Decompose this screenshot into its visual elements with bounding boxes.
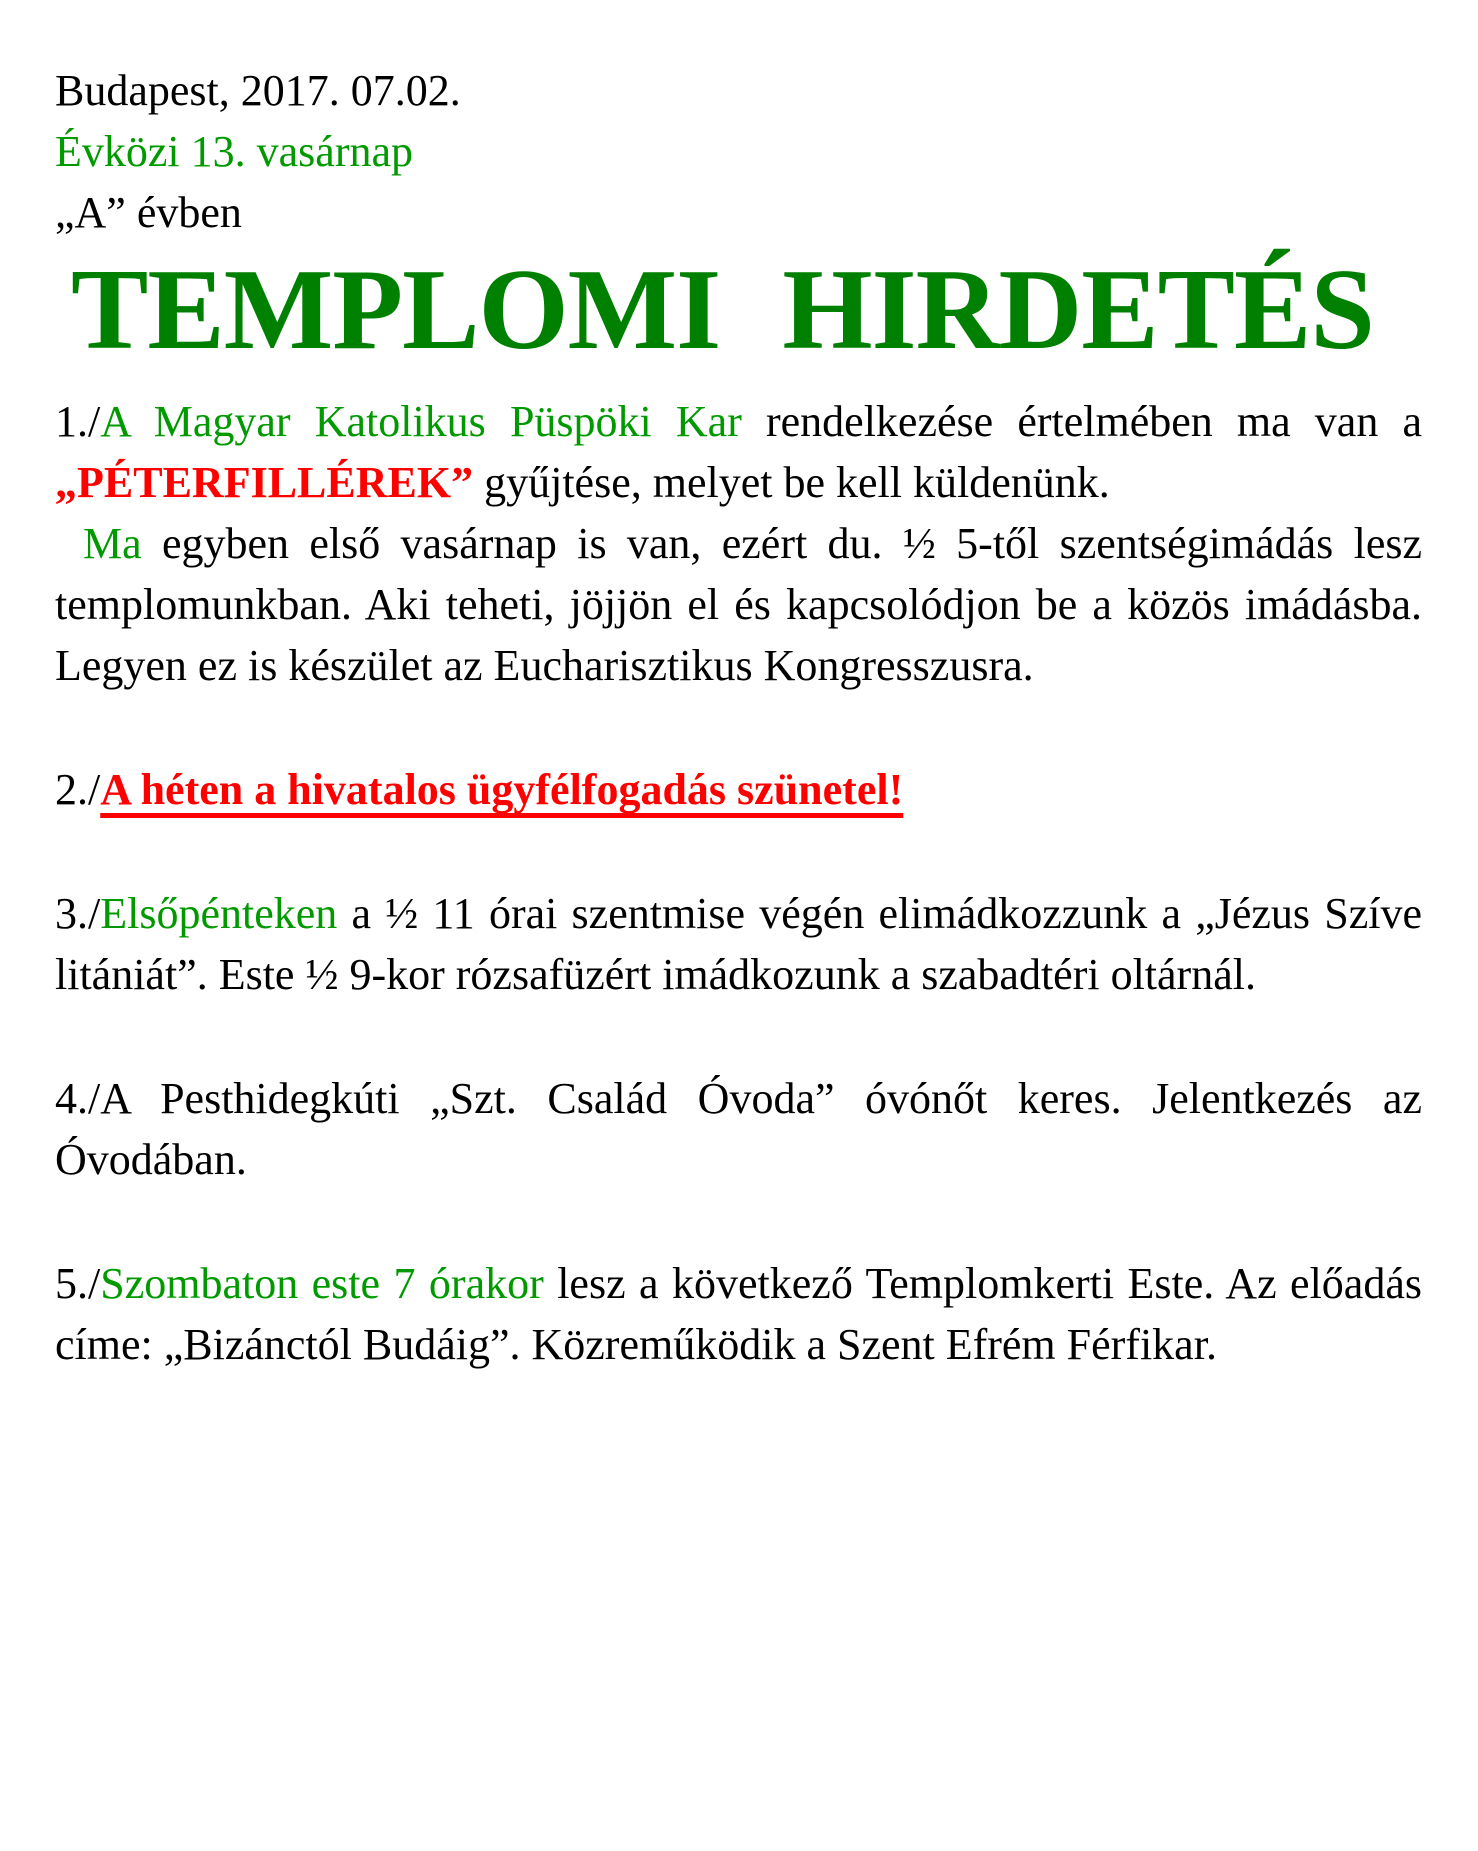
text-segment: 2./ <box>55 765 101 815</box>
page-title: TEMPLOMI HIRDETÉS <box>71 246 1374 374</box>
header-season-line: Évközi 13. vasárnap <box>55 127 413 176</box>
text-segment: Ma <box>83 519 142 569</box>
announcement-paragraph-5 <box>55 1253 1422 1375</box>
text-segment: „PÉTERFILLÉREK” <box>55 458 474 508</box>
text-segment: a ½ 11 órai szentmise végén elimádkozzunk a „Jézus Szíve litániát”. Este ½ 9-kor rózsafüzért imádkozunk a szabadtéri oltárnál. <box>55 889 1422 1000</box>
text-segment: 4./A Pesthidegkúti „Szt. Család Óvoda” óvónőt keres. Jelentkezés az Óvodában. <box>55 1074 1422 1185</box>
text-segment: A héten a hivatalos ügyfélfogadás szünetel! <box>100 765 904 815</box>
text-segment: 3./ <box>55 889 101 939</box>
announcement-paragraph-4 <box>55 1068 1422 1190</box>
announcement-paragraph-3 <box>55 883 1422 1005</box>
header-date-line: Budapest, 2017. 07.02. <box>55 66 461 115</box>
text-segment: Elsőpénteken <box>100 889 338 939</box>
text-segment: egyben első vasárnap is van, ezért du. ½ 5-től szentségimádás lesz templomunkban. Aki teheti, jöjjön el és kapcsolódjon be a közös imádásba. Legyen ez is készület az Eucharisztikus Kongresszusra. <box>55 519 1422 691</box>
announcement-paragraph-2 <box>55 759 1422 820</box>
text-segment: 1./ <box>55 397 101 447</box>
text-segment: gyűjtése, melyet be kell küldenünk. <box>473 458 1110 508</box>
announcement-paragraph-1 <box>55 391 1422 513</box>
text-segment: A Magyar Katolikus Püspöki Kar <box>100 397 742 447</box>
text-segment: Szombaton este 7 órakor <box>100 1259 544 1309</box>
text-segment: lesz a következő Templomkerti Este. Az előadás címe: „Bizánctól Budáig”. Közreműködik a Szent Efrém Férfikar. <box>55 1259 1422 1370</box>
text-segment: rendelkezése értelmében ma van a <box>741 397 1422 447</box>
announcement-paragraph-1b <box>55 513 1422 696</box>
header-year-line: „A” évben <box>55 188 242 237</box>
text-segment: 5./ <box>55 1259 101 1309</box>
